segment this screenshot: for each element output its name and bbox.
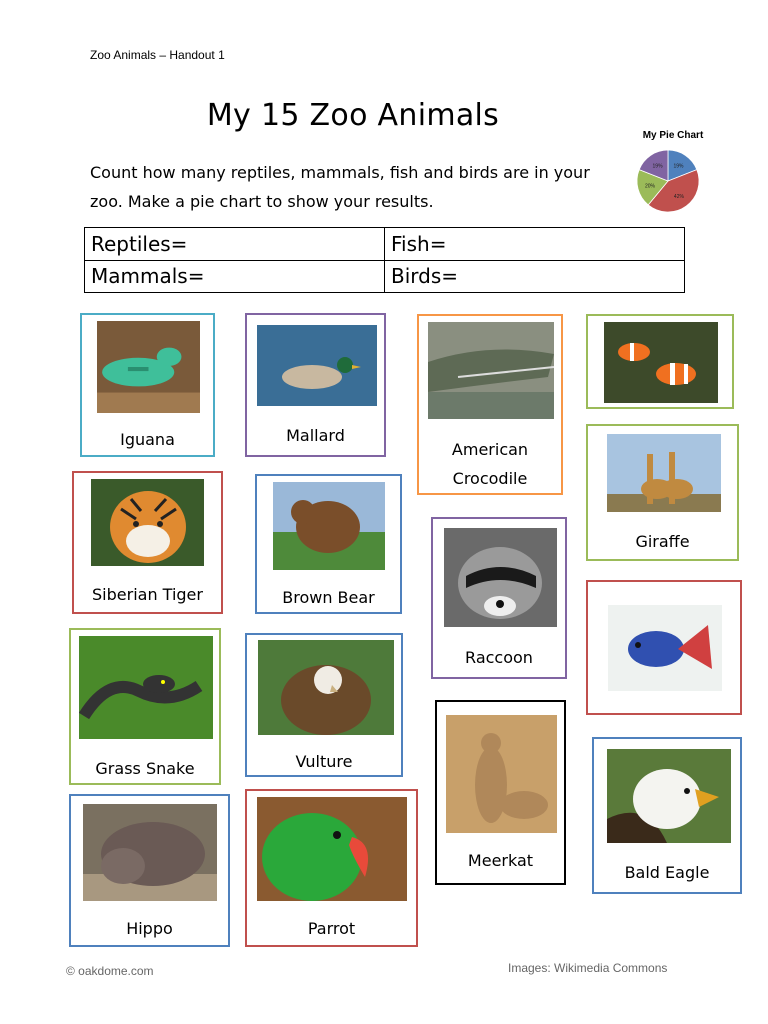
card-raccoon [431, 517, 567, 679]
tiger-label: Siberian Tiger [92, 585, 203, 604]
crocodile-label-line-2: Crocodile [452, 469, 528, 488]
eagle-label: Bald Eagle [624, 863, 710, 882]
iguana-label: Iguana [120, 430, 175, 449]
mammals-cell[interactable]: Mammals= [85, 260, 385, 293]
mallard-label: Mallard [286, 426, 345, 445]
betta-photo [608, 605, 722, 691]
card-siberian-tiger [72, 471, 223, 614]
card-mallard [245, 313, 386, 457]
footer-credits: Images: Wikimedia Commons [508, 961, 668, 975]
card-grass-snake [69, 628, 221, 785]
card-clownfish [586, 314, 734, 409]
giraffe-photo [607, 434, 721, 512]
card-giraffe [586, 424, 739, 561]
instructions-line-2: zoo. Make a pie chart to show your results. [90, 192, 434, 211]
card-brown-bear [255, 474, 402, 614]
giraffe-label: Giraffe [635, 532, 690, 551]
instructions [90, 158, 610, 216]
crocodile-photo [428, 322, 554, 419]
card-bald-eagle [592, 737, 742, 894]
vulture-photo [258, 640, 394, 735]
card-hippo [69, 794, 230, 947]
card-iguana [80, 313, 215, 457]
page-title: My 15 Zoo Animals [206, 98, 500, 133]
card-crocodile [417, 314, 563, 495]
eagle-photo [607, 749, 731, 843]
card-betta-fish [586, 580, 742, 715]
raccoon-label: Raccoon [465, 648, 533, 667]
card-vulture [245, 633, 403, 777]
pie-chart-graphic [628, 141, 718, 215]
vulture-label: Vulture [295, 752, 353, 771]
pie-slice-label-2: 42% [673, 194, 684, 201]
count-table [84, 227, 685, 293]
parrot-photo [257, 797, 407, 901]
iguana-photo [97, 321, 200, 413]
handout-header: Zoo Animals – Handout 1 [90, 48, 225, 62]
meerkat-photo [446, 715, 557, 833]
hippo-photo [83, 804, 217, 901]
card-meerkat [435, 700, 566, 885]
pie-slice-label-1: 19% [673, 163, 684, 170]
bear-label: Brown Bear [282, 588, 375, 607]
birds-cell[interactable]: Birds= [385, 260, 685, 293]
parrot-label: Parrot [307, 919, 356, 938]
crocodile-label-line-1: American [451, 440, 529, 459]
instructions-line-1: Count how many reptiles, mammals, fish and birds are in your [90, 163, 590, 182]
hippo-label: Hippo [126, 919, 173, 938]
reptiles-cell[interactable]: Reptiles= [85, 228, 385, 261]
meerkat-label: Meerkat [467, 851, 534, 870]
mallard-photo [257, 325, 377, 406]
card-parrot [245, 789, 418, 947]
pie-chart [628, 130, 718, 220]
tiger-photo [91, 479, 204, 566]
fish-cell[interactable]: Fish= [385, 228, 685, 261]
bear-photo [273, 482, 385, 570]
raccoon-photo [444, 528, 557, 627]
footer-copyright: © oakdome.com [66, 964, 154, 978]
pie-slice-label-4: 19% [652, 163, 663, 170]
clownfish-photo [604, 322, 718, 403]
pie-slice-label-3: 20% [644, 183, 655, 190]
snake-photo [79, 636, 213, 739]
snake-label: Grass Snake [95, 759, 195, 778]
pie-chart-title: My Pie Chart [642, 130, 704, 141]
